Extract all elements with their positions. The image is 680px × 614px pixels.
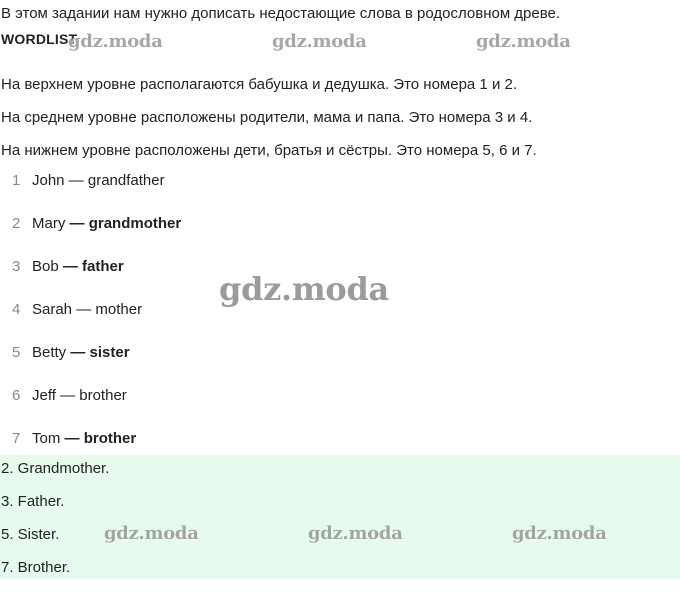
watermark: gdz.moda	[512, 523, 607, 544]
item-dash: —	[72, 301, 96, 318]
answer-line: 3. Father.	[1, 493, 65, 510]
item-name: Jeff	[32, 387, 56, 404]
intro-text: В этом задании нам нужно дописать недостающие слова в родословном древе.	[1, 5, 561, 22]
item-number: 3	[12, 258, 21, 275]
item-word: brother	[83, 430, 137, 447]
item-dash: —	[55, 387, 80, 404]
watermark: gdz.moda	[272, 31, 367, 52]
item-number: 4	[12, 301, 21, 318]
watermark: gdz.moda	[219, 270, 389, 308]
list-item	[12, 172, 165, 189]
item-name: Betty	[32, 344, 67, 361]
wordlist-label: WORDLIST	[1, 31, 78, 47]
list-item	[12, 301, 142, 318]
watermark: gdz.moda	[476, 31, 571, 52]
item-dash: —	[64, 172, 88, 189]
answer-line: 2. Grandmother.	[1, 460, 110, 477]
list-item	[12, 258, 124, 275]
list-item	[12, 215, 181, 232]
item-word: grandfather	[87, 172, 165, 189]
item-number: 6	[12, 387, 21, 404]
item-name: Sarah	[32, 301, 73, 318]
item-word: sister	[89, 344, 130, 361]
item-dash: —	[58, 258, 83, 275]
answer-line: 5. Sister.	[1, 526, 60, 543]
item-word: mother	[95, 301, 143, 318]
item-number: 5	[12, 344, 21, 361]
item-name: Bob	[32, 258, 59, 275]
paragraph-top-level: На верхнем уровне располагаются бабушка и дедушка. Это номера 1 и 2.	[1, 76, 517, 93]
list-item	[12, 387, 127, 404]
list-item	[12, 344, 130, 361]
paragraph-middle-level: На среднем уровне расположены родители, мама и папа. Это номера 3 и 4.	[1, 109, 533, 126]
item-number: 2	[12, 215, 21, 232]
item-number: 1	[12, 172, 21, 189]
item-dash: —	[65, 215, 89, 232]
item-name: Tom	[32, 430, 61, 447]
answer-box	[0, 455, 680, 579]
watermark: gdz.moda	[68, 31, 163, 52]
item-word: grandmother	[88, 215, 182, 232]
paragraph-bottom-level: На нижнем уровне расположены дети, братья и сёстры. Это номера 5, 6 и 7.	[1, 142, 537, 159]
item-name: John	[32, 172, 65, 189]
item-dash: —	[60, 430, 84, 447]
item-name: Mary	[32, 215, 66, 232]
item-dash: —	[66, 344, 90, 361]
watermark: gdz.moda	[104, 523, 199, 544]
watermark: gdz.moda	[308, 523, 403, 544]
item-word: brother	[79, 387, 127, 404]
list-item	[12, 430, 136, 447]
item-word: father	[82, 258, 124, 275]
item-number: 7	[12, 430, 21, 447]
answer-line: 7. Brother.	[1, 559, 71, 576]
